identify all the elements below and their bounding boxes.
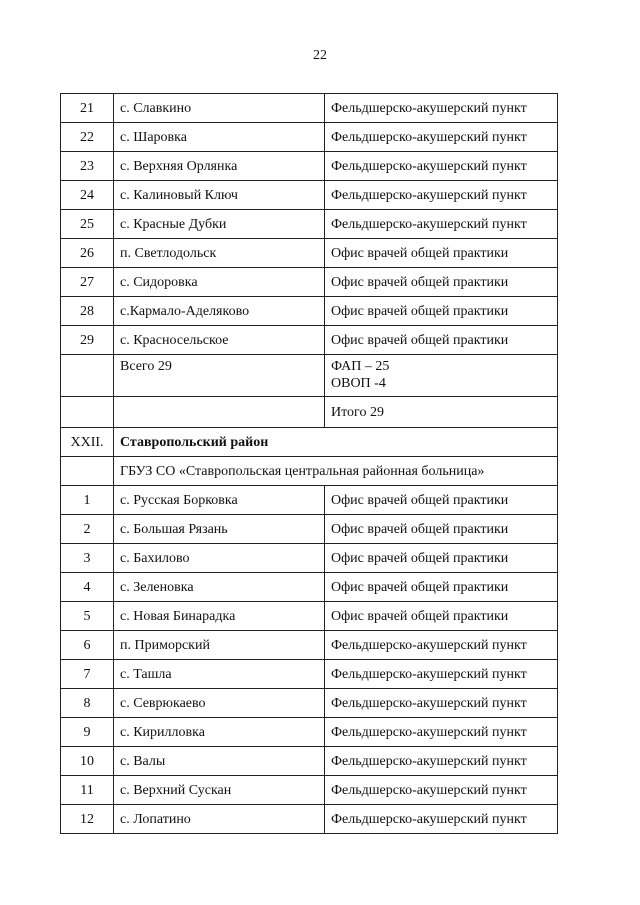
settlement-name: с. Новая Бинарадка bbox=[114, 602, 325, 631]
row-number: 2 bbox=[61, 515, 114, 544]
settlement-name: с. Русская Борковка bbox=[114, 486, 325, 515]
settlement-name: с. Зеленовка bbox=[114, 573, 325, 602]
row-number: 11 bbox=[61, 776, 114, 805]
table-row bbox=[61, 747, 558, 776]
row-number: 29 bbox=[61, 326, 114, 355]
page-number: 22 bbox=[313, 48, 327, 63]
table-row bbox=[61, 573, 558, 602]
row-number: 9 bbox=[61, 718, 114, 747]
settlement-name: с. Славкино bbox=[114, 94, 325, 123]
row-number: 4 bbox=[61, 573, 114, 602]
section-roman-numeral: XXII. bbox=[61, 428, 114, 457]
table-row bbox=[61, 718, 558, 747]
facility-type: Офис врачей общей практики bbox=[325, 239, 558, 268]
district-title: Ставропольский район bbox=[114, 428, 558, 457]
empty-cell bbox=[61, 355, 114, 397]
facility-type: Офис врачей общей практики bbox=[325, 515, 558, 544]
row-number: 26 bbox=[61, 239, 114, 268]
empty-cell bbox=[114, 397, 325, 428]
settlement-name: с.Кармало-Аделяково bbox=[114, 297, 325, 326]
row-number: 1 bbox=[61, 486, 114, 515]
row-number: 7 bbox=[61, 660, 114, 689]
facility-type: Офис врачей общей практики bbox=[325, 573, 558, 602]
facility-type: Офис врачей общей практики bbox=[325, 486, 558, 515]
fap-count: ФАП – 25 bbox=[331, 359, 390, 374]
table-row bbox=[61, 297, 558, 326]
section-heading-row bbox=[61, 428, 558, 457]
facility-type: Фельдшерско-акушерский пункт bbox=[325, 660, 558, 689]
settlement-name: с. Красные Дубки bbox=[114, 210, 325, 239]
settlement-name: с. Кирилловка bbox=[114, 718, 325, 747]
row-number: 10 bbox=[61, 747, 114, 776]
table-row bbox=[61, 94, 558, 123]
table-row bbox=[61, 326, 558, 355]
institution-name: ГБУЗ СО «Ставропольская центральная районная больница» bbox=[114, 457, 558, 486]
row-number: 23 bbox=[61, 152, 114, 181]
facility-type: Офис врачей общей практики bbox=[325, 544, 558, 573]
settlement-name: с. Верхняя Орлянка bbox=[114, 152, 325, 181]
settlement-name: п. Приморский bbox=[114, 631, 325, 660]
facility-type: Офис врачей общей практики bbox=[325, 326, 558, 355]
row-number: 3 bbox=[61, 544, 114, 573]
settlement-name: с. Красносельское bbox=[114, 326, 325, 355]
settlement-name: п. Светлодольск bbox=[114, 239, 325, 268]
settlement-name: с. Верхний Сускан bbox=[114, 776, 325, 805]
grand-total: Итого 29 bbox=[325, 397, 558, 428]
facility-type: Фельдшерско-акушерский пункт bbox=[325, 718, 558, 747]
table-row bbox=[61, 660, 558, 689]
row-number: 27 bbox=[61, 268, 114, 297]
table-row bbox=[61, 631, 558, 660]
ovop-count: ОВОП -4 bbox=[331, 376, 386, 391]
row-number: 12 bbox=[61, 805, 114, 834]
grand-total-row bbox=[61, 397, 558, 428]
empty-cell bbox=[61, 397, 114, 428]
table-row bbox=[61, 515, 558, 544]
settlement-name: с. Севрюкаево bbox=[114, 689, 325, 718]
table-row bbox=[61, 152, 558, 181]
table-row bbox=[61, 239, 558, 268]
table-row bbox=[61, 486, 558, 515]
row-number: 5 bbox=[61, 602, 114, 631]
facility-type: Фельдшерско-акушерский пункт bbox=[325, 181, 558, 210]
facility-type: Офис врачей общей практики bbox=[325, 297, 558, 326]
table-row bbox=[61, 805, 558, 834]
table-row bbox=[61, 210, 558, 239]
row-number: 22 bbox=[61, 123, 114, 152]
settlement-name: с. Калиновый Ключ bbox=[114, 181, 325, 210]
settlement-name: с. Ташла bbox=[114, 660, 325, 689]
settlement-name: с. Бахилово bbox=[114, 544, 325, 573]
row-number: 28 bbox=[61, 297, 114, 326]
facility-type: Фельдшерско-акушерский пункт bbox=[325, 631, 558, 660]
total-label: Всего 29 bbox=[114, 355, 325, 397]
row-number: 6 bbox=[61, 631, 114, 660]
table-row bbox=[61, 602, 558, 631]
row-number: 24 bbox=[61, 181, 114, 210]
institution-row bbox=[61, 457, 558, 486]
summary-row bbox=[61, 355, 558, 397]
table-row bbox=[61, 776, 558, 805]
settlement-name: с. Валы bbox=[114, 747, 325, 776]
facilities-table bbox=[60, 93, 558, 834]
facility-type: Офис врачей общей практики bbox=[325, 602, 558, 631]
empty-cell bbox=[61, 457, 114, 486]
facility-type: Фельдшерско-акушерский пункт bbox=[325, 152, 558, 181]
facility-type: Фельдшерско-акушерский пункт bbox=[325, 747, 558, 776]
table-row bbox=[61, 123, 558, 152]
table-row bbox=[61, 268, 558, 297]
row-number: 21 bbox=[61, 94, 114, 123]
settlement-name: с. Сидоровка bbox=[114, 268, 325, 297]
facility-type: Фельдшерско-акушерский пункт bbox=[325, 689, 558, 718]
settlement-name: с. Большая Рязань bbox=[114, 515, 325, 544]
facility-type: Офис врачей общей практики bbox=[325, 268, 558, 297]
table-row bbox=[61, 181, 558, 210]
facility-type: Фельдшерско-акушерский пункт bbox=[325, 94, 558, 123]
facility-type: Фельдшерско-акушерский пункт bbox=[325, 210, 558, 239]
table-row bbox=[61, 544, 558, 573]
facility-type: Фельдшерско-акушерский пункт bbox=[325, 776, 558, 805]
row-number: 25 bbox=[61, 210, 114, 239]
settlement-name: с. Лопатино bbox=[114, 805, 325, 834]
facility-type: Фельдшерско-акушерский пункт bbox=[325, 805, 558, 834]
facility-type: Фельдшерско-акушерский пункт bbox=[325, 123, 558, 152]
settlement-name: с. Шаровка bbox=[114, 123, 325, 152]
table-row bbox=[61, 689, 558, 718]
breakdown-cell bbox=[325, 355, 558, 397]
row-number: 8 bbox=[61, 689, 114, 718]
